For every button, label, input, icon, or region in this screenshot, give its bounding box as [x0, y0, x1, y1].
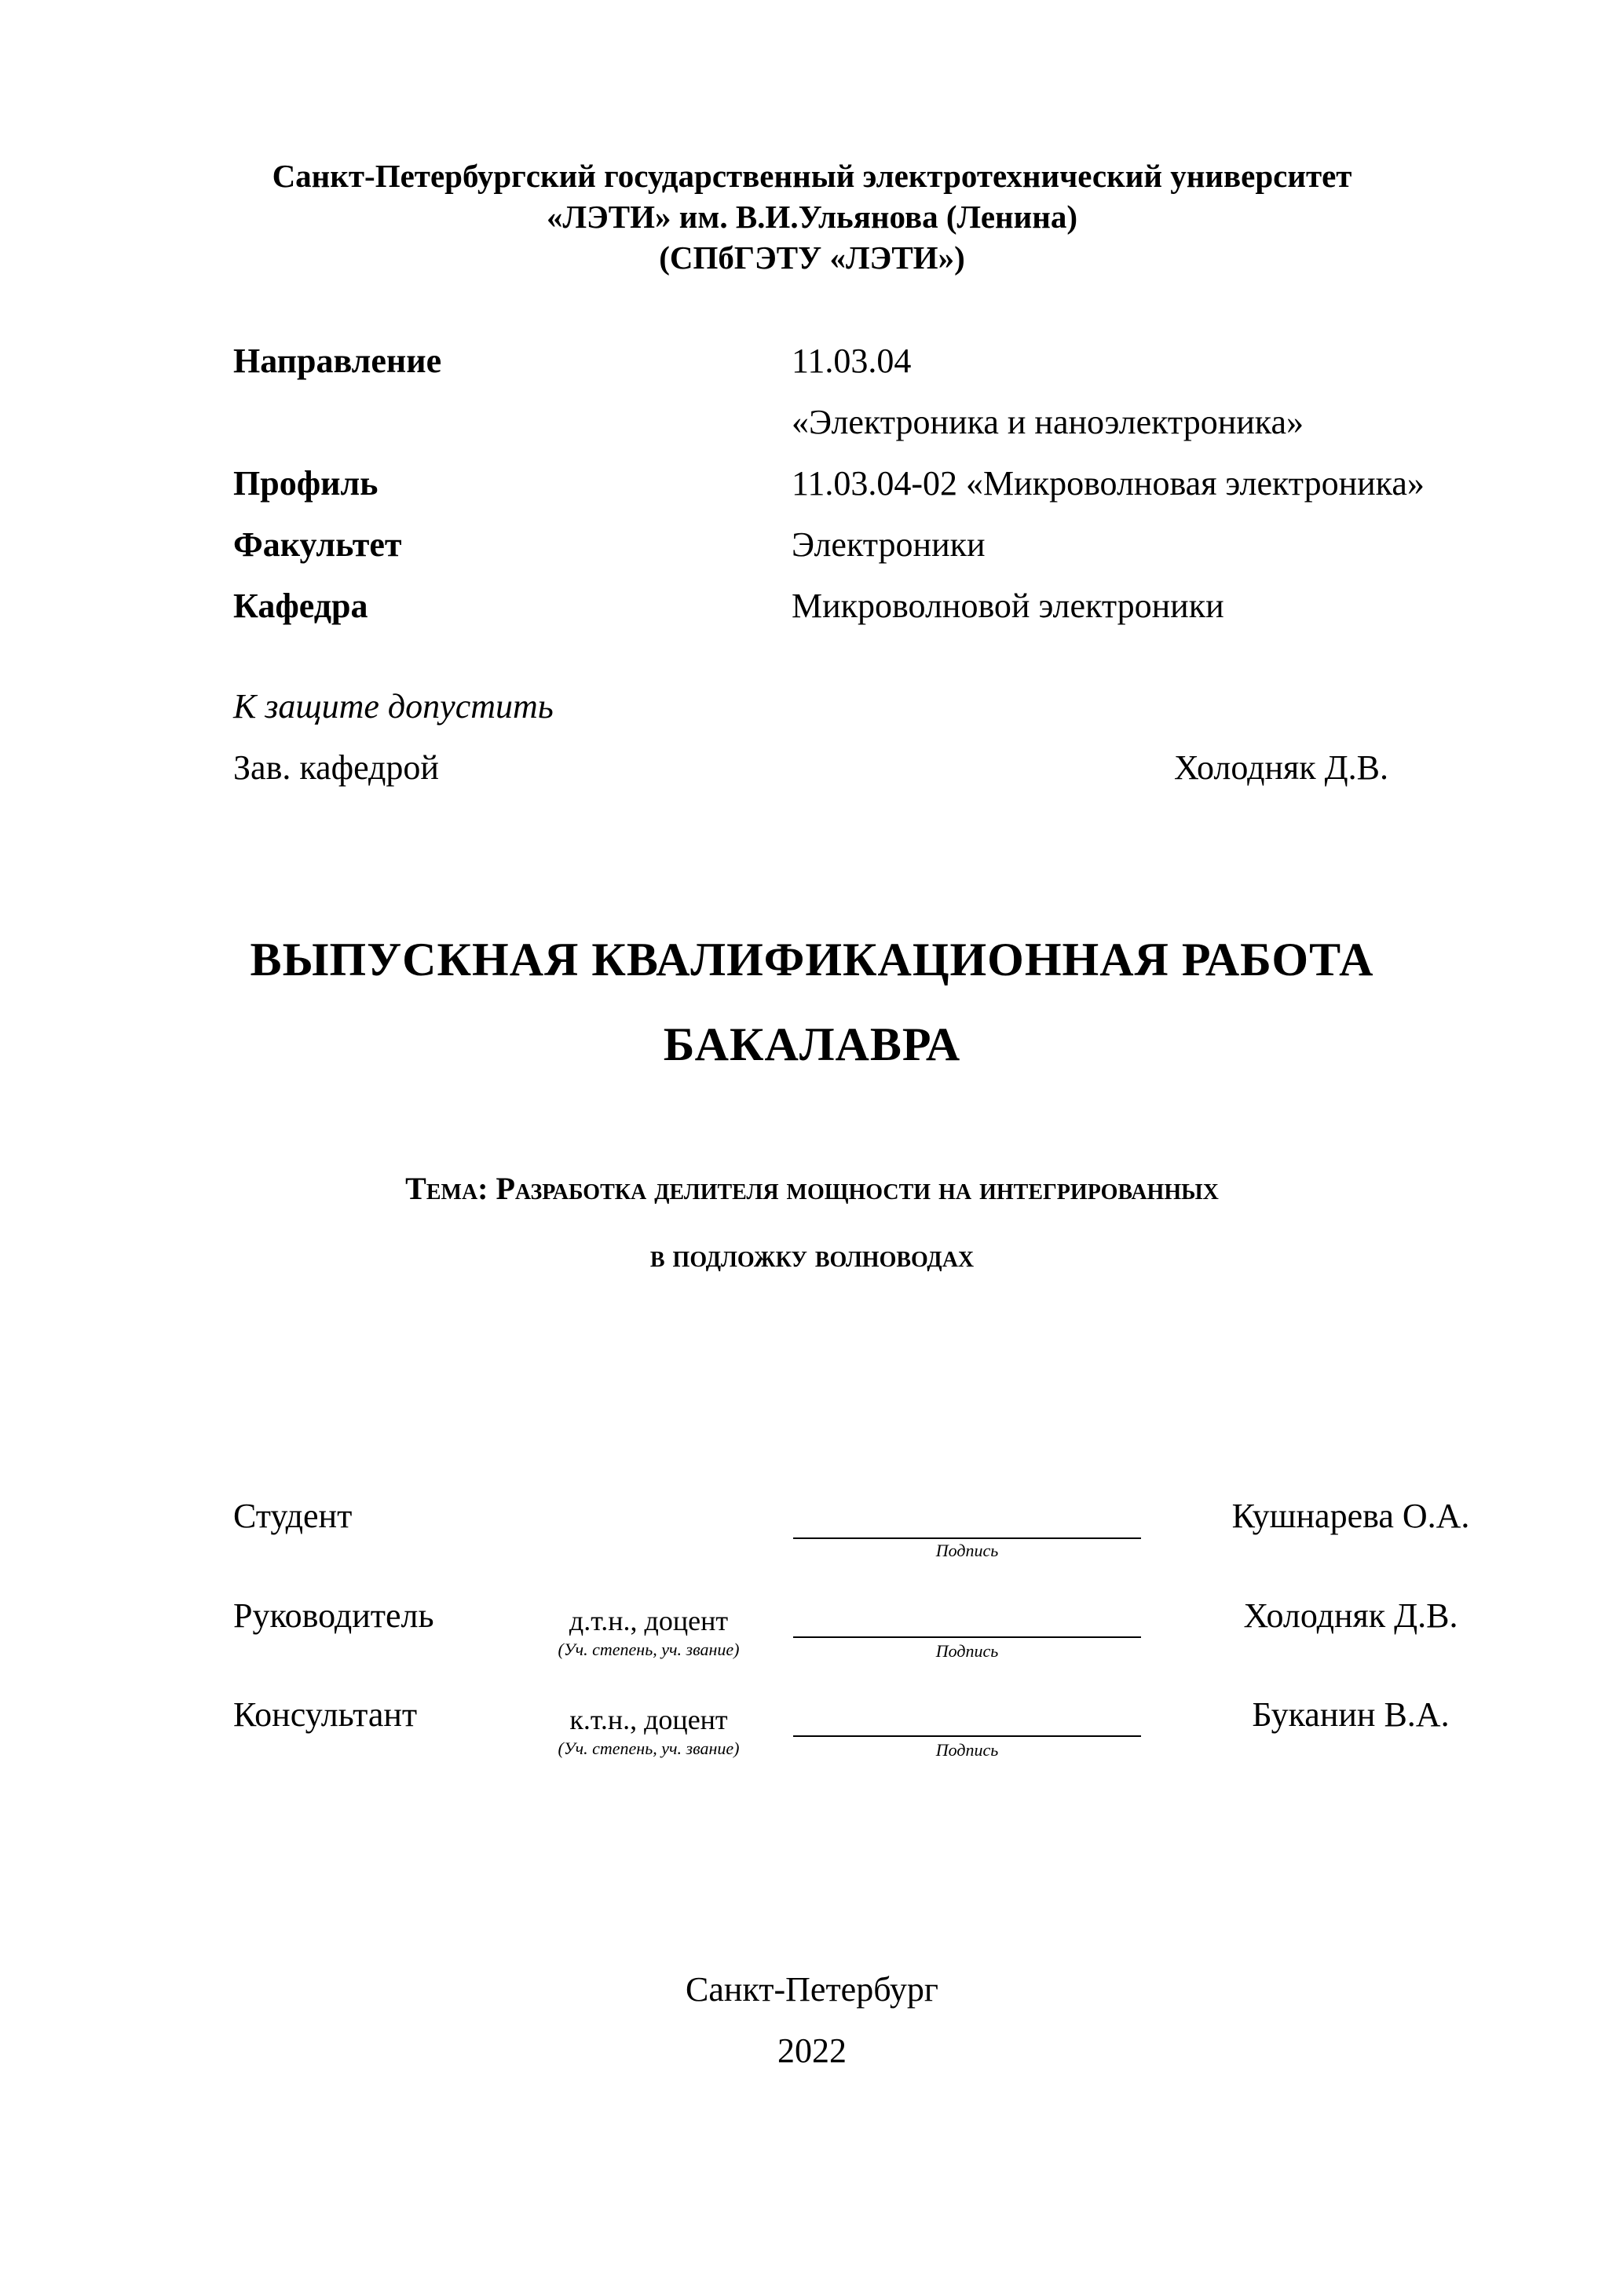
student-signature-note: Подпись — [935, 1541, 999, 1560]
consultant-role: Консультант — [233, 1695, 418, 1734]
work-title-line1: ВЫПУСКНАЯ КВАЛИФИКАЦИОННАЯ РАБОТА — [250, 934, 1374, 985]
student-signature-line — [793, 1537, 1141, 1539]
consultant-signature-note: Подпись — [935, 1740, 999, 1760]
consultant-signature-line — [793, 1735, 1141, 1737]
topic-line1: Тема: Разработка делителя мощности на интегрированных — [405, 1171, 1219, 1206]
direction-name: «Электроника и наноэлектроника» — [792, 403, 1304, 441]
student-role: Студент — [233, 1497, 353, 1535]
consultant-degree-note: (Уч. степень, уч. звание) — [558, 1738, 740, 1758]
head-of-department-name: Холодняк Д.В. — [1174, 748, 1389, 787]
department-value: Микроволновой электроники — [792, 587, 1224, 625]
direction-code: 11.03.04 — [792, 342, 912, 380]
consultant-degree: к.т.н., доцент — [569, 1704, 728, 1735]
student-name: Кушнарева О.А. — [1231, 1497, 1470, 1535]
department-label: Кафедра — [233, 587, 368, 625]
faculty-value: Электроники — [792, 525, 986, 564]
year: 2022 — [777, 2031, 847, 2070]
direction-label: Направление — [233, 342, 442, 380]
supervisor-degree: д.т.н., доцент — [569, 1605, 729, 1636]
profile-label: Профиль — [233, 464, 379, 503]
university-name-line2: «ЛЭТИ» им. В.И.Ульянова (Ленина) — [546, 199, 1078, 235]
consultant-name: Буканин В.А. — [1252, 1695, 1450, 1734]
supervisor-signature-line — [793, 1636, 1141, 1638]
work-title-line2: БАКАЛАВРА — [663, 1018, 961, 1070]
supervisor-role: Руководитель — [233, 1596, 434, 1635]
university-name-line1: Санкт-Петербургский государственный электротехнический университет — [272, 158, 1352, 194]
supervisor-name: Холодняк Д.В. — [1243, 1596, 1458, 1635]
city: Санкт-Петербург — [686, 1970, 938, 2009]
profile-value: 11.03.04-02 «Микроволновая электроника» — [792, 464, 1425, 503]
supervisor-degree-note: (Уч. степень, уч. звание) — [558, 1640, 740, 1659]
admit-to-defense: К защите допустить — [233, 687, 554, 726]
supervisor-signature-note: Подпись — [935, 1641, 999, 1661]
topic-line2: в подложку волноводах — [649, 1238, 975, 1274]
university-abbreviation: (СПбГЭТУ «ЛЭТИ») — [659, 239, 965, 276]
head-of-department-label: Зав. кафедрой — [233, 748, 439, 787]
faculty-label: Факультет — [233, 525, 402, 564]
